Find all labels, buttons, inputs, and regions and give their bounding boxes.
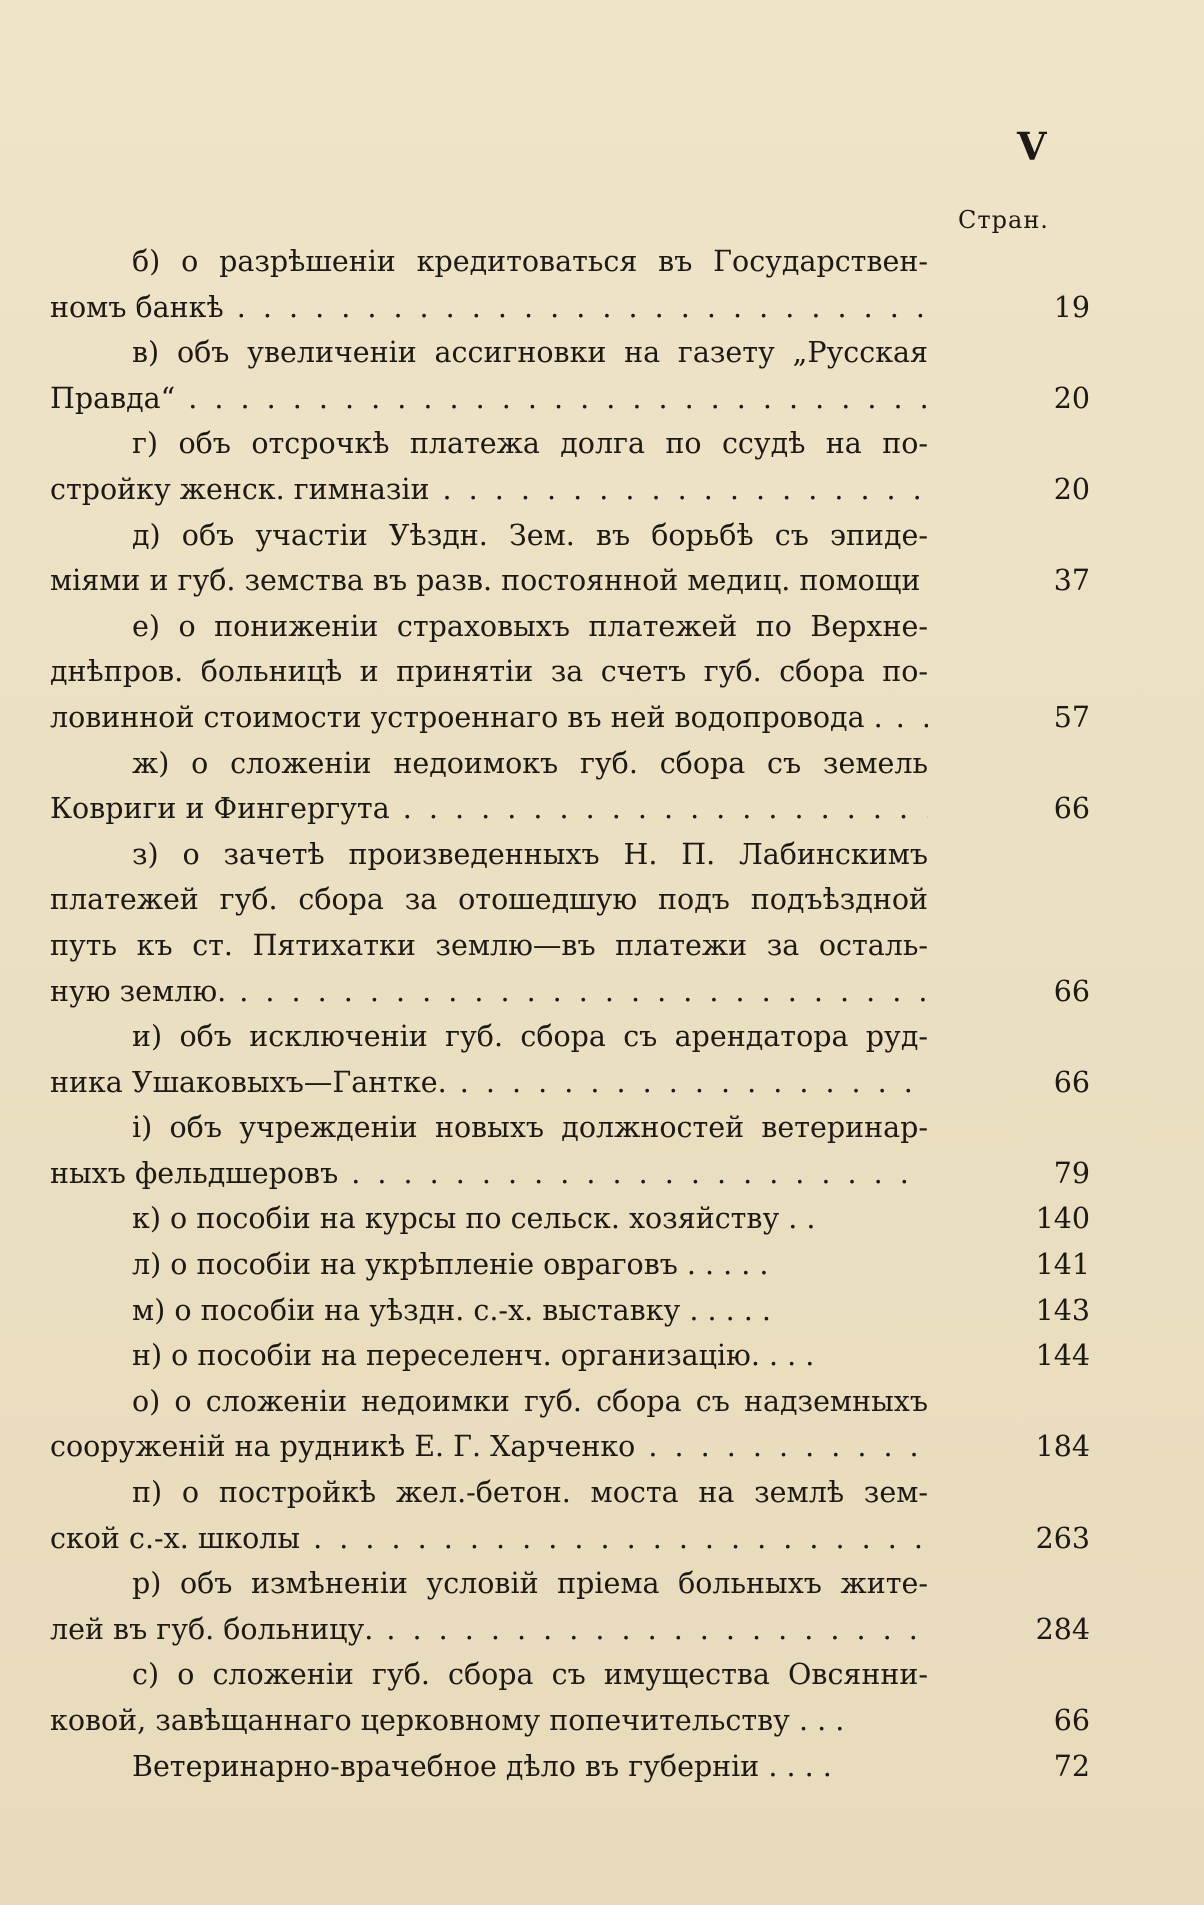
page-number: V (1017, 124, 1047, 169)
toc-entry (50, 1470, 1090, 1561)
toc-entry (50, 1242, 1090, 1288)
toc-entry-line: ж) о сложеніи недоимокъ губ. сбора съ земель (132, 746, 928, 780)
toc-entry-line: ковой, завѣщаннаго церковному попечительству . . . (50, 1704, 845, 1737)
toc-entry (50, 513, 1090, 604)
toc-entry (50, 421, 1090, 512)
toc-entry-line: ской с.-х. школы . . . (50, 1516, 928, 1562)
toc-entry-line: б) о разрѣшеніи кредитоваться въ Государствен- (132, 245, 928, 278)
toc-entry-line: лей въ губ. больницу. . . . (50, 1607, 928, 1653)
toc-entry-page: 79 (1053, 1156, 1090, 1190)
toc-entry-page: 37 (1053, 564, 1090, 598)
toc-entry-line: к) о пособіи на курсы по сельск. хозяйству . . (132, 1202, 816, 1236)
toc-entry (50, 1379, 1090, 1470)
toc-entry-line: о) о сложеніи недоимки губ. сбора съ надземныхъ (132, 1384, 928, 1418)
toc-entry-page: 57 (1053, 700, 1090, 734)
toc-entry-page: 141 (1035, 1248, 1090, 1282)
toc-entry-line: ныхъ фельдшеровъ . . . (50, 1151, 928, 1197)
toc-entry-line: днѣпров. больницѣ и принятіи за счетъ губ. сбора по- (50, 655, 928, 689)
toc-entry-line: міями и губ. земства въ разв. постоянной медиц. помощи . . . (50, 558, 928, 604)
toc-entry (50, 239, 1090, 330)
toc-entry-page: 144 (1035, 1339, 1090, 1373)
toc-entry (50, 604, 1090, 741)
toc-entry-page: 284 (1035, 1612, 1090, 1646)
toc-entry-page: 66 (1053, 1704, 1090, 1737)
toc-entry-page: 66 (1053, 974, 1090, 1008)
toc-entry (50, 330, 1090, 421)
toc-entry-page: 143 (1035, 1293, 1090, 1327)
toc-entry-line: стройку женск. гимназіи . . . (50, 467, 928, 513)
toc-entry-line: л) о пособіи на укрѣпленіе овраговъ . . . . . (132, 1248, 769, 1282)
toc-entry-line: м) о пособіи на уѣздн. с.-х. выставку . . . . . (132, 1293, 771, 1327)
toc-entry (50, 1744, 1090, 1790)
toc-entry-line: з) о зачетѣ произведенныхъ Н. П. Лабинскимъ (132, 837, 928, 871)
toc-entry-line: Ковриги и Фингергута . . . (50, 786, 928, 832)
toc-entry (50, 741, 1090, 832)
toc-entry-line: р) объ измѣненіи условій пріема больныхъ жите- (132, 1567, 928, 1601)
toc-entry-page: 184 (1035, 1430, 1090, 1464)
toc-entry-line: путь къ ст. Пятихатки землю—въ платежи за осталь- (50, 928, 928, 962)
toc-entry-line: ника Ушаковыхъ—Гантке. . . . (50, 1060, 928, 1106)
toc-entry-page: 66 (1053, 1065, 1090, 1099)
toc-entry-line: ловинной стоимости устроеннаго въ ней водопровода . . . . (50, 695, 928, 741)
toc-entry-line: с) о сложеніи губ. сбора съ имущества Овсянни- (132, 1658, 928, 1692)
toc-entry-line: Правда“ . . . (50, 376, 928, 422)
toc-entry (50, 1288, 1090, 1334)
toc-entry-line: г) объ отсрочкѣ платежа долга по ссудѣ на по- (132, 427, 928, 461)
toc-entry-line: п) о постройкѣ жел.-бетон. моста на землѣ зем- (132, 1476, 928, 1510)
toc-entry-page: 20 (1053, 472, 1090, 506)
page-column-header: Стран. (958, 206, 1049, 234)
toc-entry-line: в) объ увеличеніи ассигновки на газету „Русская (132, 336, 928, 370)
toc-entry-line: платежей губ. сбора за отошедшую подъ подъѣздной (50, 883, 928, 917)
toc-entry (50, 832, 1090, 1014)
toc-entry (50, 1652, 1090, 1743)
toc-entry (50, 1333, 1090, 1379)
toc-entry (50, 1196, 1090, 1242)
toc-entry-page: 20 (1053, 381, 1090, 415)
toc-entry-page: 19 (1053, 290, 1090, 324)
toc-entry-line: номъ банкѣ . . . (50, 285, 928, 331)
toc-entry (50, 1561, 1090, 1652)
table-of-contents (50, 239, 1090, 1789)
toc-entry-line: и) объ исключеніи губ. сбора съ арендатора руд- (132, 1020, 928, 1054)
toc-entry-line: і) объ учрежденіи новыхъ должностей ветеринар- (132, 1111, 928, 1145)
toc-entry-line: е) о пониженіи страховыхъ платежей по Верхне- (132, 609, 928, 643)
toc-entry-line: д) объ участіи Уѣздн. Зем. въ борьбѣ съ эпиде- (132, 518, 928, 552)
toc-entry-line: н) о пособіи на переселенч. организацію. . . . (132, 1339, 815, 1373)
toc-entry-page: 66 (1053, 792, 1090, 826)
toc-entry-page: 140 (1035, 1202, 1090, 1236)
toc-entry (50, 1014, 1090, 1105)
toc-entry-line: Ветеринарно-врачебное дѣло въ губерніи . . . . (132, 1749, 832, 1783)
toc-entry (50, 1105, 1090, 1196)
toc-entry-page: 72 (1053, 1749, 1090, 1783)
toc-entry-line: ную землю. . . . (50, 969, 928, 1015)
toc-entry-page: 263 (1035, 1521, 1090, 1555)
toc-entry-line: сооруженій на рудникѣ Е. Г. Харченко . . . (50, 1424, 928, 1470)
